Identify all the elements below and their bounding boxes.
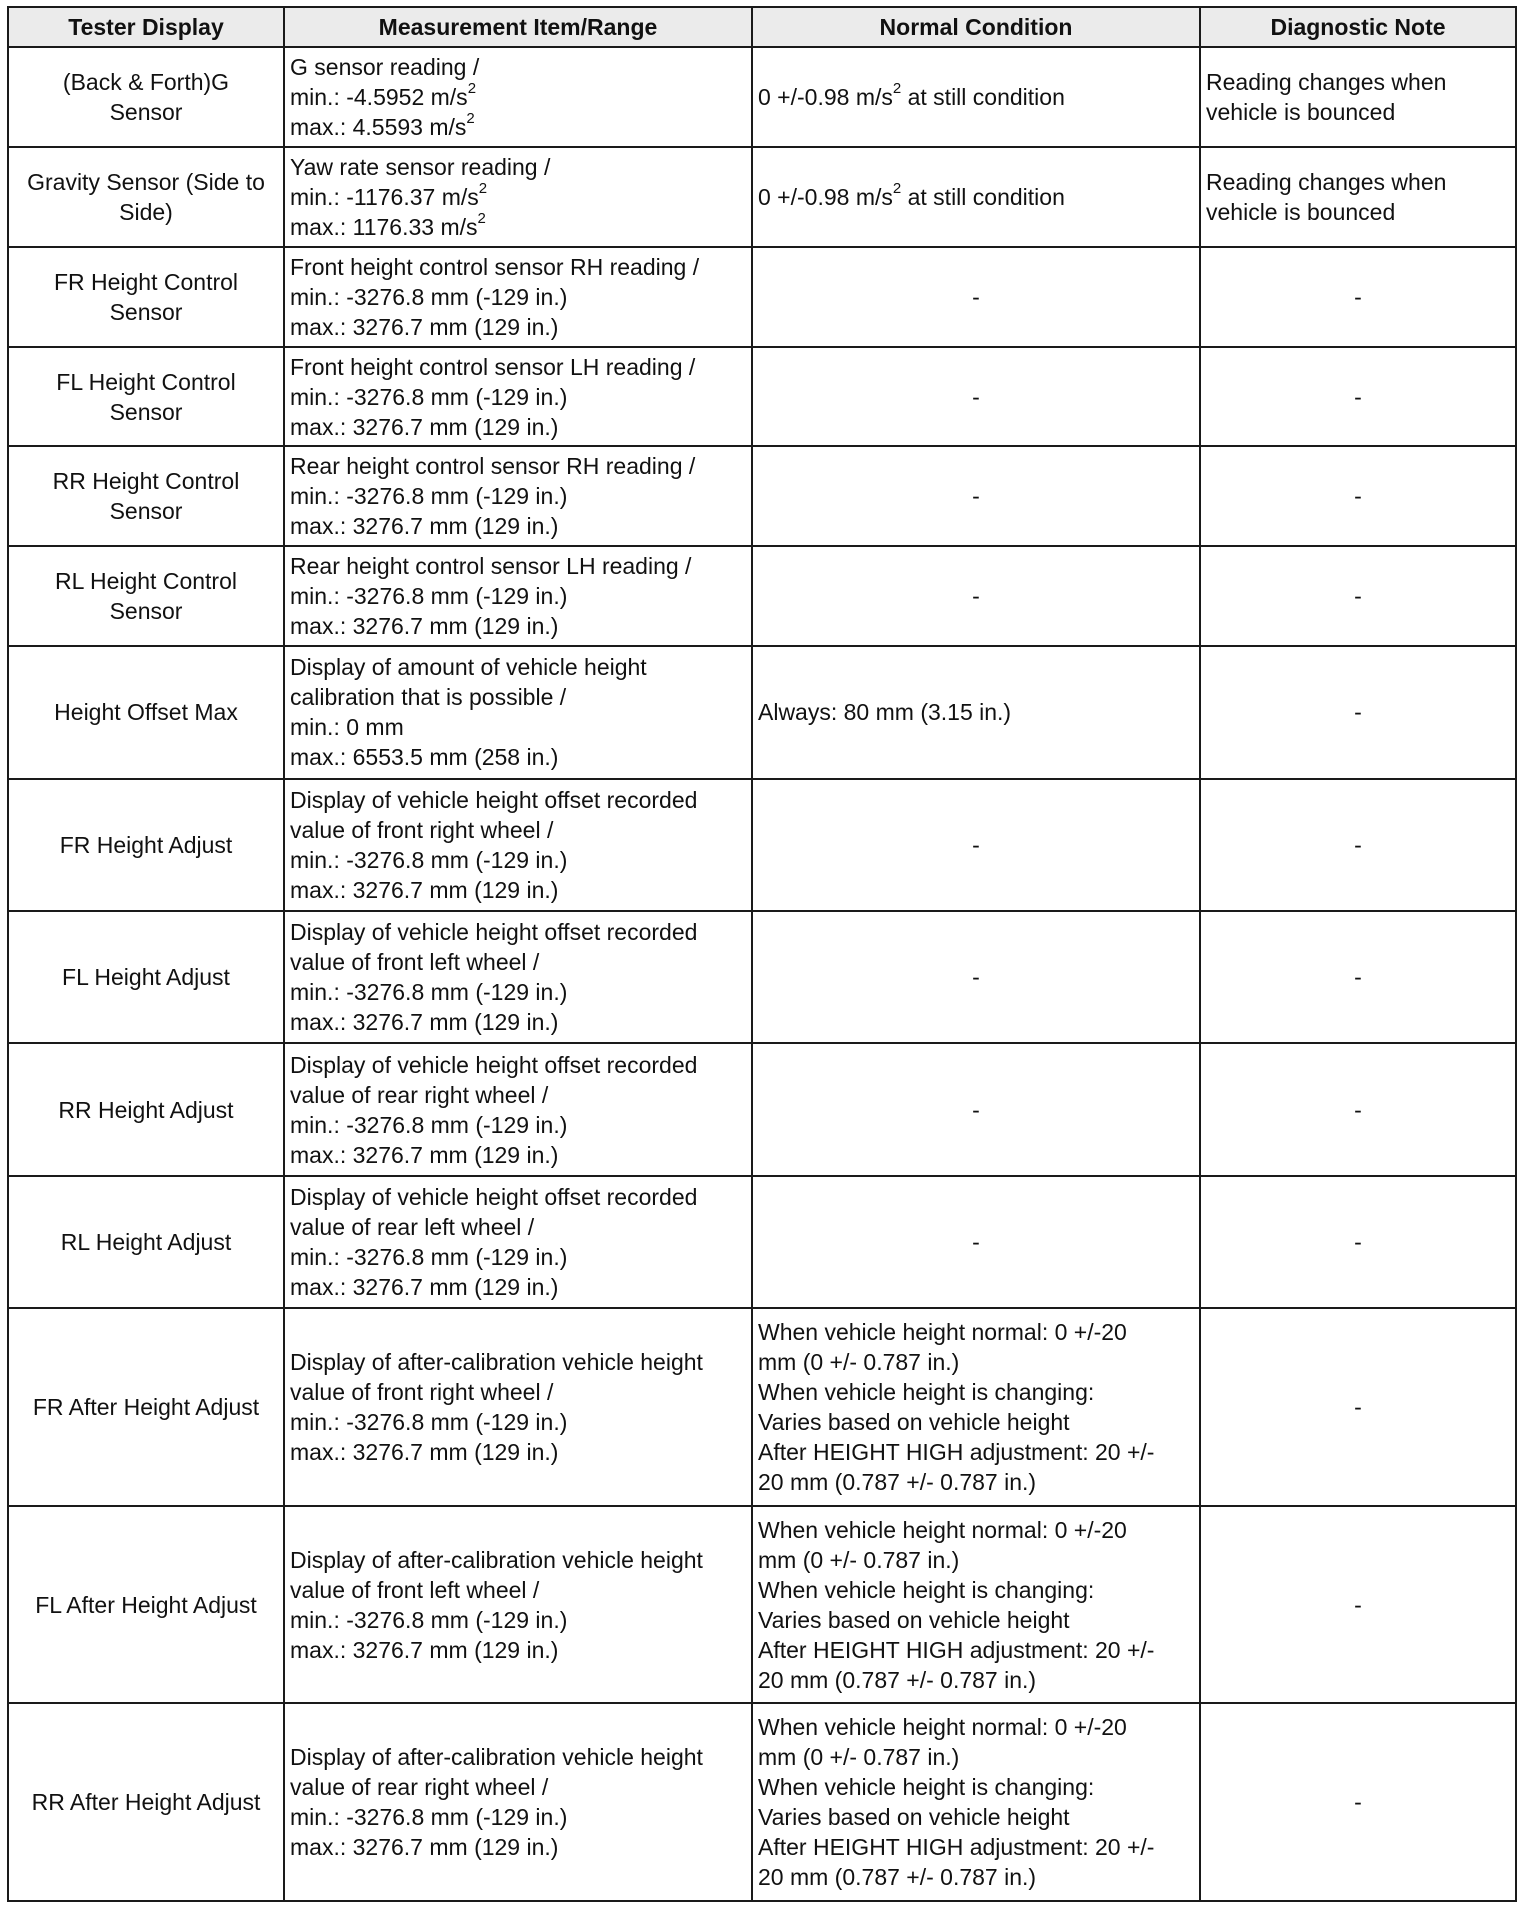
tester-display-cell xyxy=(8,347,284,447)
measurement-text: Display of after-calibration vehicle height xyxy=(290,1546,703,1573)
measurement-line xyxy=(290,917,746,947)
diagnostic-note-cell xyxy=(1200,147,1516,247)
diagnostic-note-line: - xyxy=(1354,1789,1362,1816)
measurement-text: value of rear right wheel / xyxy=(290,1774,549,1801)
normal-condition-line xyxy=(758,1227,1194,1257)
measurement-line xyxy=(290,1802,746,1832)
diagnostic-note-cell xyxy=(1200,1308,1516,1506)
measurement-cell xyxy=(284,546,752,646)
unit-superscript: 2 xyxy=(478,180,488,198)
diagnostic-note-cell xyxy=(1200,546,1516,646)
tester-display-line: Sensor xyxy=(109,398,183,425)
normal-condition-line xyxy=(758,1862,1194,1892)
normal-condition-line xyxy=(758,1665,1194,1695)
unit-superscript: 2 xyxy=(477,210,486,228)
measurement-text: Rear height control sensor RH reading / xyxy=(290,453,696,480)
measurement-text: max.: 1176.33 m/s xyxy=(290,213,478,240)
measurement-line xyxy=(290,1545,746,1575)
normal-condition-text: mm (0 +/- 0.787 in.) xyxy=(758,1349,960,1376)
measurement-text: Display of after-calibration vehicle height xyxy=(290,1744,703,1771)
measurement-text: Rear height control sensor LH reading / xyxy=(290,553,692,580)
diagnostic-note-cell xyxy=(1200,446,1516,546)
measurement-cell xyxy=(284,1506,752,1704)
tester-display-cell xyxy=(8,446,284,546)
measurement-text: min.: -3276.8 mm (-129 in.) xyxy=(290,383,568,410)
normal-condition-line xyxy=(758,581,1194,611)
measurement-text: max.: 3276.7 mm (129 in.) xyxy=(290,876,559,903)
normal-condition-line xyxy=(758,1467,1194,1497)
normal-condition-line xyxy=(758,282,1194,312)
measurement-cell xyxy=(284,446,752,546)
measurement-line xyxy=(290,977,746,1007)
measurement-line xyxy=(290,451,746,481)
measurement-text: max.: 3276.7 mm (129 in.) xyxy=(290,1439,559,1466)
measurement-line xyxy=(290,742,746,772)
measurement-line xyxy=(290,511,746,541)
tester-display-line: Sensor xyxy=(109,98,183,125)
measurement-text: Display of vehicle height offset recorded xyxy=(290,1184,698,1211)
tester-display-cell xyxy=(8,147,284,247)
normal-condition-text: When vehicle height normal: 0 +/-20 xyxy=(758,1319,1127,1346)
tester-display-line: FL After Height Adjust xyxy=(35,1591,257,1618)
diagnostic-note-cell xyxy=(1200,911,1516,1043)
tester-display-cell xyxy=(8,1308,284,1506)
measurement-text: Display of after-calibration vehicle height xyxy=(290,1349,703,1376)
measurement-text: min.: -1176.37 m/s xyxy=(290,183,479,210)
measurement-line xyxy=(290,352,746,382)
measurement-text: value of front left wheel / xyxy=(290,949,540,976)
normal-condition-line xyxy=(758,1437,1194,1467)
measurement-text: Front height control sensor RH reading / xyxy=(290,253,700,280)
tester-display-cell xyxy=(8,1176,284,1308)
tester-display-line: Gravity Sensor (Side to xyxy=(27,168,265,195)
diagnostic-note-cell xyxy=(1200,1703,1516,1901)
tester-display-line: FR Height Adjust xyxy=(59,831,233,858)
tester-display-cell xyxy=(8,47,284,147)
measurement-text: min.: -3276.8 mm (-129 in.) xyxy=(290,1409,568,1436)
tester-display-line: Side) xyxy=(119,198,173,225)
normal-condition-cell xyxy=(752,1043,1200,1175)
normal-condition-text: - xyxy=(972,1229,980,1256)
measurement-line xyxy=(290,875,746,905)
unit-superscript: 2 xyxy=(892,180,902,198)
normal-condition-line xyxy=(758,830,1194,860)
measurement-text: min.: -3276.8 mm (-129 in.) xyxy=(290,979,568,1006)
normal-condition-text: 20 mm (0.787 +/- 0.787 in.) xyxy=(758,1666,1037,1693)
tester-display-cell xyxy=(8,1506,284,1704)
normal-condition-suffix: at still condition xyxy=(901,183,1065,210)
measurement-line xyxy=(290,481,746,511)
table-header xyxy=(8,7,1516,47)
measurement-line xyxy=(290,182,746,212)
normal-condition-text: When vehicle height is changing: xyxy=(758,1576,1095,1603)
normal-condition-line xyxy=(758,382,1194,412)
table-row xyxy=(8,646,1516,778)
measurement-line xyxy=(290,785,746,815)
measurement-text: Display of amount of vehicle height xyxy=(290,654,647,681)
normal-condition-text: mm (0 +/- 0.787 in.) xyxy=(758,1546,960,1573)
measurement-text: max.: 3276.7 mm (129 in.) xyxy=(290,313,559,340)
measurement-line xyxy=(290,52,746,82)
tester-display-line: RL Height Adjust xyxy=(60,1229,232,1256)
normal-condition-text: 20 mm (0.787 +/- 0.787 in.) xyxy=(758,1469,1037,1496)
diagnostic-note-line: vehicle is bounced xyxy=(1206,98,1396,125)
tester-display-line: Sensor xyxy=(109,298,183,325)
measurement-text: calibration that is possible / xyxy=(290,684,567,711)
measurement-text: value of front right wheel / xyxy=(290,1379,554,1406)
measurement-text: max.: 3276.7 mm (129 in.) xyxy=(290,413,559,440)
normal-condition-text: When vehicle height is changing: xyxy=(758,1379,1095,1406)
measurement-text: Display of vehicle height offset recorded xyxy=(290,786,698,813)
diagnostic-note-cell xyxy=(1200,47,1516,147)
diagnostic-note-cell xyxy=(1200,347,1516,447)
normal-condition-line xyxy=(758,962,1194,992)
measurement-line xyxy=(290,112,746,142)
measurement-line xyxy=(290,1635,746,1665)
measurement-line xyxy=(290,1347,746,1377)
measurement-line xyxy=(290,1407,746,1437)
normal-condition-text: When vehicle height normal: 0 +/-20 xyxy=(758,1516,1127,1543)
measurement-line xyxy=(290,551,746,581)
normal-condition-line xyxy=(758,1347,1194,1377)
table-row xyxy=(8,546,1516,646)
normal-condition-suffix: at still condition xyxy=(901,83,1065,110)
measurement-text: min.: -3276.8 mm (-129 in.) xyxy=(290,583,568,610)
measurement-cell xyxy=(284,347,752,447)
diagnostic-note-line: vehicle is bounced xyxy=(1206,198,1396,225)
diagnostic-note-line: - xyxy=(1354,831,1362,858)
diagnostic-note-cell xyxy=(1200,247,1516,347)
measurement-line xyxy=(290,1050,746,1080)
diagnostic-note-cell xyxy=(1200,1176,1516,1308)
measurement-text: max.: 3276.7 mm (129 in.) xyxy=(290,513,559,540)
normal-condition-text: - xyxy=(972,831,980,858)
measurement-text: min.: -3276.8 mm (-129 in.) xyxy=(290,1111,568,1138)
normal-condition-cell xyxy=(752,347,1200,447)
diagnostic-note-line: - xyxy=(1354,1394,1362,1421)
diagnostic-note-cell xyxy=(1200,1506,1516,1704)
diagnostic-note-cell xyxy=(1200,779,1516,911)
measurement-line xyxy=(290,212,746,242)
measurement-text: max.: 3276.7 mm (129 in.) xyxy=(290,1834,559,1861)
diagnostic-note-cell xyxy=(1200,646,1516,778)
normal-condition-text: Varies based on vehicle height xyxy=(758,1409,1070,1436)
table-row xyxy=(8,779,1516,911)
measurement-line xyxy=(290,1242,746,1272)
measurement-line xyxy=(290,382,746,412)
normal-condition-cell xyxy=(752,247,1200,347)
normal-condition-line xyxy=(758,1712,1194,1742)
tester-display-cell xyxy=(8,1703,284,1901)
diagnostic-note-line: - xyxy=(1354,1096,1362,1123)
tester-display-line: FR Height Control xyxy=(53,268,239,295)
table-row xyxy=(8,1043,1516,1175)
measurement-text: min.: -3276.8 mm (-129 in.) xyxy=(290,1606,568,1633)
measurement-text: value of front right wheel / xyxy=(290,816,554,843)
diagnostic-note-line: - xyxy=(1354,964,1362,991)
tester-display-line: Sensor xyxy=(109,498,183,525)
normal-condition-cell xyxy=(752,646,1200,778)
table-row xyxy=(8,347,1516,447)
measurement-line xyxy=(290,1437,746,1467)
measurement-text: max.: 3276.7 mm (129 in.) xyxy=(290,613,559,640)
tester-display-line: (Back & Forth)G xyxy=(62,68,230,95)
normal-condition-text: Always: 80 mm (3.15 in.) xyxy=(758,699,1012,726)
measurement-text: min.: -4.5952 m/s xyxy=(290,83,468,110)
table-row xyxy=(8,47,1516,147)
measurement-text: Yaw rate sensor reading / xyxy=(290,153,551,180)
header-normal-condition: Normal Condition xyxy=(752,7,1200,47)
measurement-cell xyxy=(284,1043,752,1175)
measurement-text: min.: -3276.8 mm (-129 in.) xyxy=(290,483,568,510)
normal-condition-cell xyxy=(752,546,1200,646)
normal-condition-text: mm (0 +/- 0.787 in.) xyxy=(758,1744,960,1771)
tester-display-cell xyxy=(8,1043,284,1175)
measurement-text: max.: 6553.5 mm (258 in.) xyxy=(290,744,559,771)
tester-display-cell xyxy=(8,911,284,1043)
measurement-cell xyxy=(284,779,752,911)
measurement-line xyxy=(290,1575,746,1605)
measurement-line xyxy=(290,652,746,682)
diagnostic-note-cell xyxy=(1200,1043,1516,1175)
measurement-cell xyxy=(284,147,752,247)
normal-condition-line xyxy=(758,1772,1194,1802)
header-diagnostic-note: Diagnostic Note xyxy=(1200,7,1516,47)
table-row xyxy=(8,911,1516,1043)
measurement-text: min.: -3276.8 mm (-129 in.) xyxy=(290,1244,568,1271)
measurement-text: Display of vehicle height offset recorded xyxy=(290,1051,698,1078)
normal-condition-line xyxy=(758,697,1194,727)
table-row xyxy=(8,247,1516,347)
tester-display-line: FL Height Control xyxy=(56,368,236,395)
normal-condition-text: Varies based on vehicle height xyxy=(758,1606,1070,1633)
normal-condition-line xyxy=(758,1377,1194,1407)
normal-condition-line xyxy=(758,481,1194,511)
normal-condition-line xyxy=(758,1802,1194,1832)
normal-condition-text: After HEIGHT HIGH adjustment: 20 +/- xyxy=(758,1439,1155,1466)
measurement-text: value of rear left wheel / xyxy=(290,1214,535,1241)
normal-condition-line xyxy=(758,82,1194,112)
normal-condition-line xyxy=(758,1095,1194,1125)
measurement-line xyxy=(290,1772,746,1802)
normal-condition-text: 20 mm (0.787 +/- 0.787 in.) xyxy=(758,1864,1037,1891)
measurement-text: max.: 4.5593 m/s xyxy=(290,113,467,140)
measurement-line xyxy=(290,712,746,742)
normal-condition-line xyxy=(758,1742,1194,1772)
measurement-line xyxy=(290,82,746,112)
table-row xyxy=(8,1703,1516,1901)
tester-display-line: FR After Height Adjust xyxy=(32,1394,260,1421)
measurement-line xyxy=(290,412,746,442)
normal-condition-text: After HEIGHT HIGH adjustment: 20 +/- xyxy=(758,1636,1155,1663)
header-measurement-item: Measurement Item/Range xyxy=(284,7,752,47)
normal-condition-cell xyxy=(752,47,1200,147)
measurement-text: Front height control sensor LH reading / xyxy=(290,353,696,380)
measurement-line xyxy=(290,312,746,342)
table-row xyxy=(8,446,1516,546)
header-row xyxy=(8,7,1516,47)
table-row xyxy=(8,1308,1516,1506)
measurement-line xyxy=(290,1110,746,1140)
tester-display-line: RL Height Control xyxy=(55,568,237,595)
measurement-text: Display of vehicle height offset recorded xyxy=(290,919,698,946)
diagnostic-note-line: - xyxy=(1354,1591,1362,1618)
normal-condition-cell xyxy=(752,779,1200,911)
diagnostic-note-line: Reading changes when xyxy=(1206,168,1447,195)
unit-superscript: 2 xyxy=(466,110,475,128)
measurement-line xyxy=(290,1212,746,1242)
measurement-line xyxy=(290,845,746,875)
normal-condition-text: - xyxy=(972,283,980,310)
normal-condition-text: After HEIGHT HIGH adjustment: 20 +/- xyxy=(758,1834,1155,1861)
measurement-text: max.: 3276.7 mm (129 in.) xyxy=(290,1274,559,1301)
data-table xyxy=(7,6,1517,1902)
normal-condition-line xyxy=(758,1635,1194,1665)
measurement-cell xyxy=(284,1308,752,1506)
diagnostic-note-line: - xyxy=(1354,283,1362,310)
measurement-text: value of front left wheel / xyxy=(290,1576,540,1603)
measurement-line xyxy=(290,1080,746,1110)
normal-condition-line xyxy=(758,1605,1194,1635)
unit-superscript: 2 xyxy=(467,80,477,98)
measurement-text: value of rear right wheel / xyxy=(290,1081,549,1108)
normal-condition-text: 0 +/-0.98 m/s xyxy=(758,183,893,210)
normal-condition-text: Varies based on vehicle height xyxy=(758,1804,1070,1831)
measurement-text: min.: -3276.8 mm (-129 in.) xyxy=(290,846,568,873)
normal-condition-line xyxy=(758,1407,1194,1437)
measurement-line xyxy=(290,581,746,611)
normal-condition-text: - xyxy=(972,583,980,610)
measurement-line xyxy=(290,1377,746,1407)
normal-condition-cell xyxy=(752,1176,1200,1308)
measurement-cell xyxy=(284,247,752,347)
normal-condition-text: When vehicle height normal: 0 +/-20 xyxy=(758,1714,1127,1741)
diagnostic-note-line: - xyxy=(1354,383,1362,410)
diagnostic-note-line: - xyxy=(1354,1229,1362,1256)
normal-condition-text: When vehicle height is changing: xyxy=(758,1774,1095,1801)
measurement-cell xyxy=(284,646,752,778)
normal-condition-text: - xyxy=(972,1096,980,1123)
measurement-text: min.: -3276.8 mm (-129 in.) xyxy=(290,1804,568,1831)
normal-condition-text: 0 +/-0.98 m/s xyxy=(758,83,893,110)
normal-condition-line xyxy=(758,1832,1194,1862)
diagnostic-note-line: Reading changes when xyxy=(1206,68,1447,95)
tester-display-cell xyxy=(8,646,284,778)
measurement-cell xyxy=(284,1703,752,1901)
measurement-line xyxy=(290,1605,746,1635)
table-row xyxy=(8,1176,1516,1308)
normal-condition-line xyxy=(758,1317,1194,1347)
normal-condition-cell xyxy=(752,1506,1200,1704)
measurement-line xyxy=(290,815,746,845)
measurement-cell xyxy=(284,911,752,1043)
measurement-line xyxy=(290,611,746,641)
measurement-text: G sensor reading / xyxy=(290,53,480,80)
normal-condition-text: - xyxy=(972,483,980,510)
tester-display-line: Height Offset Max xyxy=(54,699,238,726)
measurement-text: max.: 3276.7 mm (129 in.) xyxy=(290,1009,559,1036)
diagnostic-note-line: - xyxy=(1354,483,1362,510)
normal-condition-cell xyxy=(752,147,1200,247)
measurement-line xyxy=(290,1832,746,1862)
normal-condition-text: - xyxy=(972,964,980,991)
diagnostic-note-line: - xyxy=(1354,583,1362,610)
normal-condition-line xyxy=(758,1515,1194,1545)
normal-condition-line xyxy=(758,1575,1194,1605)
measurement-text: max.: 3276.7 mm (129 in.) xyxy=(290,1636,559,1663)
header-tester-display: Tester Display xyxy=(8,7,284,47)
measurement-line xyxy=(290,152,746,182)
measurement-text: min.: -3276.8 mm (-129 in.) xyxy=(290,283,568,310)
table-row xyxy=(8,1506,1516,1704)
measurement-line xyxy=(290,947,746,977)
table-body xyxy=(8,47,1516,1901)
normal-condition-line xyxy=(758,1545,1194,1575)
normal-condition-cell xyxy=(752,911,1200,1043)
tester-display-line: Sensor xyxy=(109,598,183,625)
tester-display-cell xyxy=(8,247,284,347)
tester-display-line: RR After Height Adjust xyxy=(31,1789,261,1816)
tester-display-line: RR Height Adjust xyxy=(58,1096,234,1123)
measurement-text: max.: 3276.7 mm (129 in.) xyxy=(290,1141,559,1168)
measurement-cell xyxy=(284,47,752,147)
measurement-line xyxy=(290,1272,746,1302)
normal-condition-cell xyxy=(752,1308,1200,1506)
tester-display-line: RR Height Control xyxy=(52,468,240,495)
measurement-line xyxy=(290,252,746,282)
normal-condition-cell xyxy=(752,1703,1200,1901)
diagnostic-note-line: - xyxy=(1354,699,1362,726)
measurement-cell xyxy=(284,1176,752,1308)
tester-display-cell xyxy=(8,779,284,911)
unit-superscript: 2 xyxy=(892,80,902,98)
measurement-line xyxy=(290,682,746,712)
tester-display-cell xyxy=(8,546,284,646)
measurement-line xyxy=(290,1140,746,1170)
measurement-line xyxy=(290,282,746,312)
measurement-line xyxy=(290,1182,746,1212)
table-row xyxy=(8,147,1516,247)
measurement-line xyxy=(290,1742,746,1772)
normal-condition-cell xyxy=(752,446,1200,546)
normal-condition-line xyxy=(758,182,1194,212)
measurement-line xyxy=(290,1007,746,1037)
tester-display-line: FL Height Adjust xyxy=(62,964,230,991)
normal-condition-text: - xyxy=(972,383,980,410)
measurement-text: min.: 0 mm xyxy=(290,714,404,741)
